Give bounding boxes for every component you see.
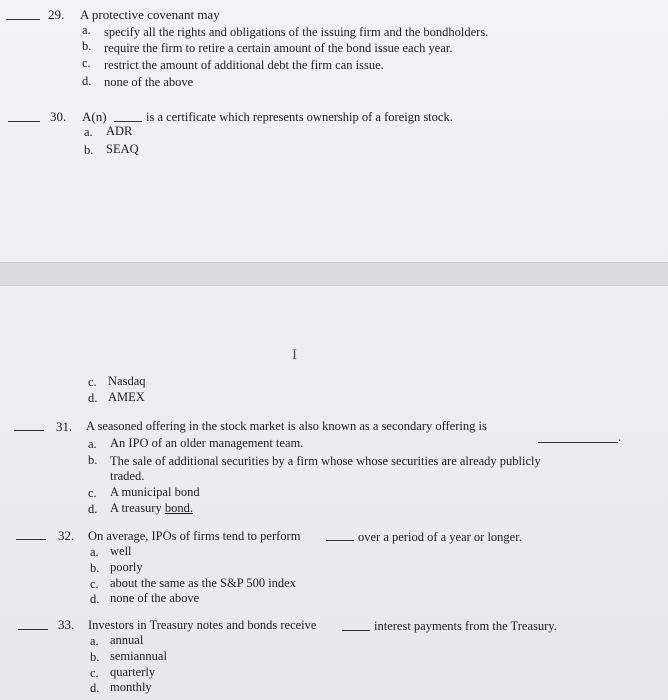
option-text-32a: well <box>110 544 132 558</box>
option-text-31b-cont: traded. <box>110 469 145 483</box>
question-text-33-end: interest payments from the Treasury. <box>374 619 557 633</box>
question-number-32: 32. <box>58 528 75 543</box>
option-text-33c: quarterly <box>110 665 156 679</box>
question-text-33-start: Investors in Treasury notes and bonds receive <box>88 618 317 632</box>
option-text-29b: require the firm to retire a certain amount of the bond issue each year. <box>104 41 453 55</box>
answer-blank-29[interactable] <box>6 19 40 20</box>
option-letter-30b: b. <box>84 143 94 157</box>
option-text-30c: Nasdaq <box>108 374 146 388</box>
answer-blank-32[interactable] <box>16 539 46 540</box>
question-text-30-end: is a certificate which represents ownership of a foreign stock. <box>146 110 453 124</box>
answer-blank-33[interactable] <box>18 629 48 630</box>
option-text-30b: SEAQ <box>106 142 139 156</box>
question-text-30-start: A(n) <box>82 109 107 124</box>
option-letter-31d: d. <box>88 502 98 516</box>
option-text-32b: poorly <box>110 560 143 574</box>
option-letter-33a: a. <box>90 634 99 648</box>
option-text-31d-main: A treasury <box>110 501 162 515</box>
question-number-33: 33. <box>58 617 75 632</box>
option-letter-29d: d. <box>82 74 92 88</box>
option-letter-32b: b. <box>90 561 100 575</box>
question-text-31-end: . <box>618 429 622 444</box>
fill-in-blank-32[interactable] <box>326 540 354 541</box>
question-text-32-start: On average, IPOs of firms tend to perform <box>88 529 301 543</box>
fill-in-blank-31[interactable] <box>538 442 618 443</box>
option-text-29a: specify all the rights and obligations of the issuing firm and the bondholders. <box>104 25 489 39</box>
question-text-32-end: over a period of a year or longer. <box>358 530 522 544</box>
option-letter-31c: c. <box>88 486 97 500</box>
option-text-31c: A municipal bond <box>110 485 200 499</box>
option-text-29c: restrict the amount of additional debt the firm can issue. <box>104 58 384 72</box>
option-text-31b: The sale of additional securities by a firm whose whose securities are already publicly <box>110 454 541 468</box>
text-cursor-icon: I <box>292 347 297 363</box>
answer-blank-31[interactable] <box>14 430 44 431</box>
option-text-29d: none of the above <box>104 75 194 89</box>
option-text-32d: none of the above <box>110 591 200 605</box>
option-text-31a: An IPO of an older management team. <box>110 436 304 450</box>
option-letter-31b: b. <box>88 453 98 467</box>
option-letter-32c: c. <box>90 577 99 591</box>
option-text-31d <box>110 501 193 516</box>
answer-blank-30[interactable] <box>8 121 40 122</box>
option-text-30a: ADR <box>106 124 133 138</box>
option-letter-29a: a. <box>82 23 91 37</box>
option-letter-30d: d. <box>88 391 98 405</box>
option-letter-32d: d. <box>90 592 100 606</box>
question-number-30: 30. <box>50 109 67 124</box>
option-letter-31a: a. <box>88 437 97 451</box>
question-text-31: A seasoned offering in the stock market is also known as a secondary offering is <box>86 419 487 433</box>
question-text-29: A protective covenant may <box>80 7 220 22</box>
scan-page-break <box>0 262 668 286</box>
option-letter-30c: c. <box>88 375 97 389</box>
option-text-30d: AMEX <box>108 390 145 404</box>
option-text-33b: semiannual <box>110 649 167 663</box>
option-text-33d: monthly <box>110 680 152 694</box>
option-letter-29b: b. <box>82 39 92 53</box>
option-text-31d-underlined: bond. <box>164 501 193 515</box>
option-letter-33d: d. <box>90 681 100 695</box>
question-number-29: 29. <box>48 7 65 22</box>
option-text-32c: about the same as the S&P 500 index <box>110 576 296 590</box>
option-letter-30a: a. <box>84 125 93 139</box>
option-letter-33b: b. <box>90 650 100 664</box>
fill-in-blank-33[interactable] <box>342 630 370 631</box>
option-letter-29c: c. <box>82 56 91 70</box>
fill-in-blank-30[interactable] <box>114 121 142 122</box>
option-text-33a: annual <box>110 633 144 647</box>
option-letter-32a: a. <box>90 545 99 559</box>
question-number-31: 31. <box>56 419 73 434</box>
option-letter-33c: c. <box>90 666 99 680</box>
